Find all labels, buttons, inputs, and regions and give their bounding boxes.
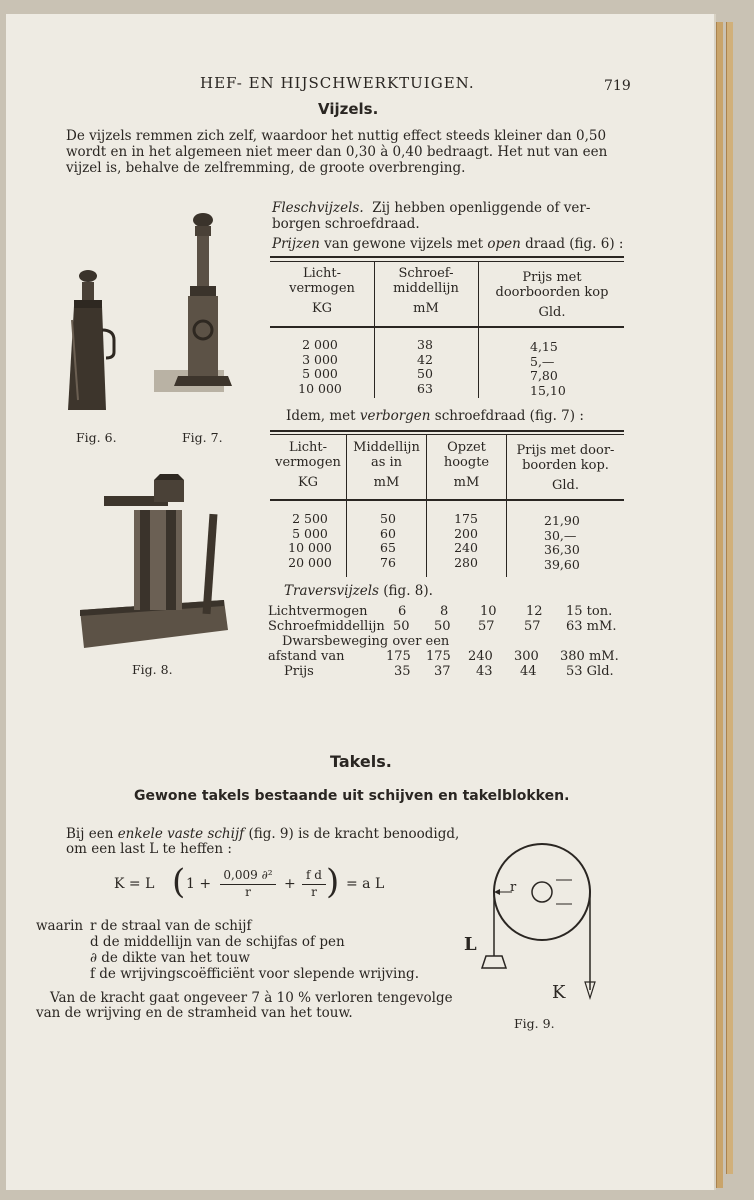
t2-h2-a: Middellijn <box>353 440 420 455</box>
table1-header-rule <box>270 326 624 328</box>
t2-c1-r1: 2 500 <box>292 511 328 526</box>
intro-line-3: vijzel is, behalve de zelfremming, de groote overbrenging. <box>66 160 466 176</box>
fig9-caption: Fig. 9. <box>514 1016 555 1031</box>
table1-header-1 <box>272 266 372 316</box>
t3-r2-v4: 57 <box>524 619 541 634</box>
fig9-K-label: K <box>552 982 566 1003</box>
t2-h1-unit: KG <box>297 475 319 490</box>
fig8-traverse-jack-icon <box>80 474 228 648</box>
t2-c2-r4: 76 <box>380 554 396 570</box>
t1-c2-r2: 42 <box>417 351 433 367</box>
t3-r4-v3: 43 <box>476 664 493 679</box>
traverse-caption <box>284 583 433 599</box>
table2-header-4 <box>507 443 624 493</box>
table1-col-1 <box>290 338 350 396</box>
table3-row-3-label-b: afstand van <box>268 649 345 664</box>
idem-suffix: schroefdraad (fig. 7) : <box>434 408 584 424</box>
table1-header-2 <box>376 266 476 316</box>
t2-h1-a: Licht- <box>288 440 328 455</box>
table3-row-3-label-a: Dwarsbeweging over een <box>282 634 450 649</box>
t2-c1-r2: 5 000 <box>292 525 328 541</box>
prices-suffix: draad (fig. 6) : <box>525 236 624 252</box>
t3-r4-v5: 53 Gld. <box>566 664 614 679</box>
t2-h3-unit: mM <box>453 475 480 490</box>
closing-line-1: Van de kracht gaat ongeveer 7 à 10 % verloren tengevolge <box>50 990 453 1006</box>
prices-prefix: Prijzen <box>272 236 320 252</box>
fig6-caption: Fig. 6. <box>76 430 117 445</box>
idem-hidden: verborgen <box>359 408 431 424</box>
where-item-4: f de wrijvingscoëfficiënt voor slepende wrijving. <box>90 966 419 982</box>
t3-r3-v1: 175 <box>386 649 411 664</box>
t1-h1-unit: KG <box>311 301 333 316</box>
t2-c1-r4: 20 000 <box>288 554 332 570</box>
t2-h2-b: as in <box>370 455 403 470</box>
t2-h3-b: hoogte <box>443 455 490 470</box>
t1-h3-b: doorboorden kop <box>495 285 609 300</box>
fig7-caption: Fig. 7. <box>182 430 223 445</box>
t2-c3-r3: 240 <box>454 540 478 555</box>
t1-h2-b: middellijn <box>393 281 459 296</box>
table1-header-3 <box>480 270 624 320</box>
t1-c3-r1: 4,15 <box>530 339 558 354</box>
t1-c3-r3: 7,80 <box>530 368 558 383</box>
formula-paren-close: ) <box>326 862 340 902</box>
table1-top-rule <box>270 256 624 258</box>
t2-h4-a: Prijs met door- <box>516 443 615 458</box>
intro-line-2: wordt en in het algemeen niet meer dan 0,30 à 0,40 bedraagt. Het nut van een <box>66 144 608 160</box>
t1-c1-r2: 3 000 <box>302 351 338 367</box>
formula-plus: + <box>284 876 296 892</box>
table1-divider-1 <box>374 262 375 398</box>
p1-b: (fig. 9) is de kracht benoodigd, <box>248 826 460 842</box>
t3-r1-v4: 12 <box>526 604 543 619</box>
formula-fraction-2 <box>302 868 326 899</box>
t1-h1-b: vermogen <box>289 281 355 296</box>
formula-num1: 0,009 ∂² <box>223 868 273 882</box>
t1-c2-r3: 50 <box>417 366 433 381</box>
section-heading-takels: Takels. <box>330 752 392 771</box>
t3-r4-v2: 37 <box>434 664 451 679</box>
t2-c3-r1: 175 <box>454 511 478 526</box>
table2-col-2 <box>358 512 418 570</box>
t1-c1-r4: 10 000 <box>298 380 342 396</box>
where-label: waarin <box>36 918 84 934</box>
fig9-r-label: r <box>510 880 517 895</box>
table2-col-1 <box>280 512 340 570</box>
idem-prefix: Idem, met <box>286 408 356 424</box>
t3-r3-v3: 240 <box>468 649 493 664</box>
subheading-takels: Gewone takels bestaande uit schijven en takelblokken. <box>134 788 570 804</box>
t2-h1-b: vermogen <box>275 455 341 470</box>
t2-c2-r1: 50 <box>380 511 396 526</box>
table2-header-3 <box>427 440 506 490</box>
where-item-3: ∂ de dikte van het touw <box>90 950 250 966</box>
t3-r3-v4: 300 <box>514 649 539 664</box>
intro-line-1: De vijzels remmen zich zelf, waardoor het nuttig effect steeds kleiner dan 0,50 <box>66 128 607 144</box>
load-weight-icon <box>482 956 506 968</box>
table1-col-3 <box>530 340 580 398</box>
t2-c1-r3: 10 000 <box>288 540 332 555</box>
running-head: HEF- EN HIJSCHWERKTUIGEN. <box>200 74 475 92</box>
t2-h4-unit: Gld. <box>552 478 579 493</box>
t1-c3-r2: 5,— <box>530 353 555 369</box>
t3-r1-v2: 8 <box>440 604 449 619</box>
fig7-jack-icon <box>154 213 232 392</box>
t2-h4-b: boorden kop. <box>522 458 609 473</box>
t1-h3-unit: Gld. <box>538 305 566 320</box>
pulley-axle <box>532 882 552 902</box>
t2-h2-unit: mM <box>373 475 400 490</box>
prices-caption <box>272 236 623 252</box>
flesch-paragraph <box>272 200 632 232</box>
t1-h3-a: Prijs met <box>522 270 582 285</box>
where-item-2: d de middellijn van de schijfas of pen <box>90 934 345 950</box>
t2-c4-r2: 30,— <box>544 527 577 543</box>
table2-header-rule <box>270 499 624 501</box>
t1-h1-a: Licht- <box>302 266 342 281</box>
table1-divider-2 <box>478 262 479 398</box>
closing-line-2: van de wrijving en de stramheid van het touw. <box>36 1005 353 1021</box>
traverse-title: Traversvijzels <box>284 583 379 599</box>
traverse-ref: (fig. 8). <box>383 583 433 599</box>
formula-num2: f d <box>306 868 322 882</box>
page-number: 719 <box>604 78 631 94</box>
t3-r2-v1: 50 <box>393 619 410 634</box>
page-edge-2 <box>726 22 733 1174</box>
t3-r1-v3: 10 <box>480 604 497 619</box>
where-item-1: r de straal van de schijf <box>90 918 252 934</box>
formula-lhs: K = L <box>114 876 155 892</box>
fig8-illustration <box>74 470 234 655</box>
table2-header-2 <box>347 440 426 490</box>
t1-c1-r1: 2 000 <box>302 337 338 352</box>
table2-top-rule-2 <box>270 434 624 435</box>
t1-c2-r1: 38 <box>417 337 433 352</box>
table2-col-3 <box>436 512 496 570</box>
t3-r4-v4: 44 <box>520 664 537 679</box>
fig9-L-label: L <box>464 934 477 955</box>
fig8-caption: Fig. 8. <box>132 662 173 677</box>
formula-den1: r <box>220 884 276 899</box>
t1-c2-r4: 63 <box>417 380 433 396</box>
t1-c3-r4: 15,10 <box>530 382 566 398</box>
t3-r3-v5: 380 mM. <box>560 649 619 664</box>
prices-open: open <box>487 236 521 252</box>
idem-caption <box>286 408 584 424</box>
t2-c4-r3: 36,30 <box>544 542 580 557</box>
p1-italic: enkele vaste schijf <box>117 826 245 842</box>
table1-top-rule-2 <box>270 261 624 262</box>
t2-c3-r2: 200 <box>454 525 478 541</box>
flesch-text-2: borgen schroefdraad. <box>272 216 420 232</box>
section-heading-vijzels: Vijzels. <box>318 100 379 118</box>
formula-rhs: = a L <box>346 876 385 892</box>
t1-c1-r3: 5 000 <box>302 366 338 381</box>
formula-fraction-1 <box>220 868 276 899</box>
t2-h3-a: Opzet <box>447 440 486 455</box>
fig6-jack-icon <box>68 270 114 410</box>
flesch-text-1: Zij hebben openliggende of ver- <box>372 200 591 216</box>
t2-c4-r1: 21,90 <box>544 513 580 528</box>
table2-col-4 <box>544 514 594 572</box>
table2-top-rule <box>270 430 624 432</box>
takels-para-line-1 <box>66 826 459 842</box>
t1-h2-unit: mM <box>413 301 439 316</box>
takels-para-line-2: om een last L te heffen : <box>66 841 232 857</box>
t3-r2-v3: 57 <box>478 619 495 634</box>
table3-row-1-label: Lichtvermogen <box>268 604 368 619</box>
table3-row-4-label: Prijs <box>284 664 314 679</box>
formula-one: 1 + <box>186 876 212 892</box>
t2-c2-r3: 65 <box>380 540 396 555</box>
formula-paren-open: ( <box>172 862 186 902</box>
fig6-fig7-illustration <box>60 210 250 420</box>
t3-r2-v5: 63 mM. <box>566 619 617 634</box>
table3-row-2-label: Schroefmiddellijn <box>268 619 385 634</box>
t2-c2-r2: 60 <box>380 525 396 541</box>
t1-h2-a: Schroef- <box>398 266 454 281</box>
flesch-title: Fleschvijzels. <box>272 200 364 216</box>
where-list <box>90 918 419 982</box>
t2-c4-r4: 39,60 <box>544 556 580 572</box>
t3-r4-v1: 35 <box>394 664 411 679</box>
table2-header-1 <box>270 440 346 490</box>
t3-r2-v2: 50 <box>434 619 451 634</box>
prices-mid: van gewone vijzels met <box>324 236 484 252</box>
t3-r3-v2: 175 <box>426 649 451 664</box>
t3-r1-v1: 6 <box>398 604 407 619</box>
intro-paragraph <box>66 128 656 176</box>
formula-den2: r <box>302 884 326 899</box>
t2-c3-r4: 280 <box>454 554 478 570</box>
t3-r1-v5: 15 ton. <box>566 604 613 619</box>
table1-col-2 <box>395 338 455 396</box>
fig9-pulley-diagram <box>460 840 600 1015</box>
page-edge-1 <box>716 22 723 1188</box>
p1-a: Bij een <box>66 826 114 842</box>
